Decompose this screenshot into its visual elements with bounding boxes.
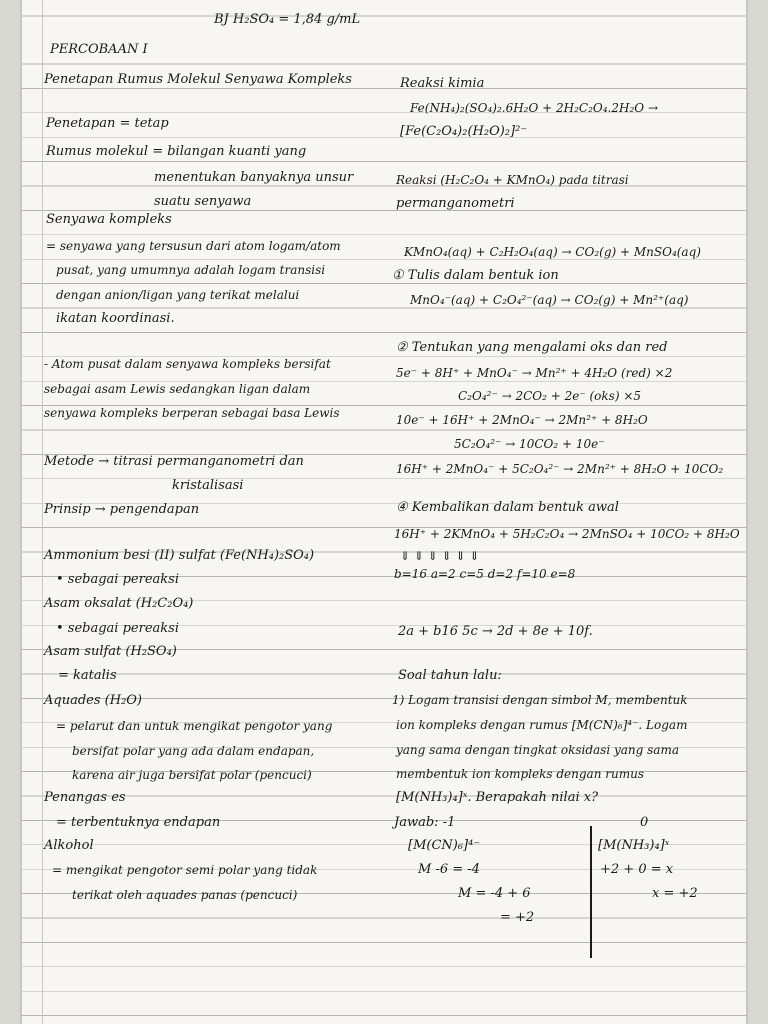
right-line: +2 + 0 = x (600, 862, 674, 877)
right-line: ② Tentukan yang mengalami oks dan red (396, 340, 668, 355)
right-line: yang sama dengan tingkat oksidasi yang sama (396, 743, 679, 757)
right-line: [Fe(C₂O₄)₂(H₂O)₂]²⁻ (400, 124, 528, 139)
right-line: membentuk ion kompleks dengan rumus (396, 767, 644, 781)
left-line: kristalisasi (172, 478, 244, 493)
left-line: Prinsip → pengendapan (44, 502, 200, 517)
left-line: = terbentuknya endapan (56, 815, 221, 830)
left-line: Penetapan Rumus Molekul Senyawa Kompleks (44, 72, 352, 87)
right-line: 5e⁻ + 8H⁺ + MnO₄⁻ → Mn²⁺ + 4H₂O (red) ×2 (396, 366, 673, 380)
right-line: MnO₄⁻(aq) + C₂O₄²⁻(aq) → CO₂(g) + Mn²⁺(aq) (410, 293, 689, 307)
left-line: • sebagai pereaksi (56, 572, 179, 587)
right-line: x = +2 (652, 886, 698, 901)
left-line: senyawa kompleks berperan sebagai basa Lewis (44, 406, 340, 420)
left-line: menentukan banyaknya unsur (154, 170, 354, 185)
right-line: permanganometri (396, 196, 515, 211)
left-line: = katalis (58, 668, 117, 683)
right-line: KMnO₄(aq) + C₂H₂O₄(aq) → CO₂(g) + MnSO₄(aq) (404, 245, 701, 259)
left-line: Ammonium besi (II) sulfat (Fe(NH₄)₂SO₄) (44, 548, 315, 563)
right-line: 16H⁺ + 2MnO₄⁻ + 5C₂O₄²⁻ → 2Mn²⁺ + 8H₂O + 10CO₂ (396, 462, 724, 476)
left-line: suatu senyawa (154, 194, 252, 209)
left-line: Senyawa kompleks (46, 212, 172, 227)
right-line: 0 (640, 815, 649, 830)
right-line: 10e⁻ + 16H⁺ + 2MnO₄⁻ → 2Mn²⁺ + 8H₂O (396, 413, 648, 427)
left-line: • sebagai pereaksi (56, 621, 179, 636)
right-line: Fe(NH₄)₂(SO₄)₂.6H₂O + 2H₂C₂O₄.2H₂O → (410, 101, 658, 115)
answer-divider (590, 826, 592, 958)
right-line: ④ Kembalikan dalam bentuk awal (396, 500, 619, 515)
right-line: M = -4 + 6 (458, 886, 531, 901)
margin-line (42, 0, 43, 1024)
left-line: dengan anion/ligan yang terikat melalui (56, 288, 300, 302)
left-line: karena air juga bersifat polar (pencuci) (72, 768, 312, 782)
right-line: Reaksi kimia (400, 76, 485, 91)
left-line: Asam sulfat (H₂SO₄) (44, 644, 177, 659)
right-line: M -6 = -4 (418, 862, 480, 877)
left-line: Asam oksalat (H₂C₂O₄) (44, 596, 194, 611)
right-line: 5C₂O₄²⁻ → 10CO₂ + 10e⁻ (454, 437, 605, 451)
left-line: = senyawa yang tersusun dari atom logam/atom (46, 239, 341, 253)
left-line: Penangas es (44, 790, 126, 805)
right-line: ion kompleks dengan rumus [M(CN)₆]⁴⁻. Logam (396, 718, 688, 732)
right-line: 2a + b16 5c → 2d + 8e + 10f. (398, 624, 593, 639)
left-line: Alkohol (44, 838, 94, 853)
left-line: - Atom pusat dalam senyawa kompleks bersifat (44, 357, 331, 371)
left-line: = pelarut dan untuk mengikat pengotor yang (56, 719, 333, 733)
right-line: 1) Logam transisi dengan simbol M, membentuk (392, 693, 688, 707)
right-line: [M(NH₃)₄]ˣ. Berapakah nilai x? (396, 790, 599, 805)
left-line: Aquades (H₂O) (44, 693, 143, 708)
left-line: Penetapan = tetap (46, 116, 169, 131)
right-line: 16H⁺ + 2KMnO₄ + 5H₂C₂O₄ → 2MnSO₄ + 10CO₂ + 8H₂O (394, 527, 740, 541)
left-line: sebagai asam Lewis sedangkan ligan dalam (44, 382, 311, 396)
right-line: C₂O₄²⁻ → 2CO₂ + 2e⁻ (oks) ×5 (458, 389, 642, 403)
left-line: ikatan koordinasi. (56, 311, 175, 326)
right-line: Soal tahun lalu: (398, 668, 502, 683)
notebook-page (22, 0, 746, 1024)
left-line: bersifat polar yang ada dalam endapan, (72, 744, 315, 758)
right-line: [M(NH₃)₄]ˣ (598, 838, 670, 853)
left-line: pusat, yang umumnya adalah logam transisi (56, 263, 326, 277)
right-line: Reaksi (H₂C₂O₄ + KMnO₄) pada titrasi (396, 173, 629, 187)
left-line: Metode → titrasi permanganometri dan (44, 454, 304, 469)
right-line: ⇓ ⇓ ⇓ ⇓ ⇓ ⇓ (400, 549, 480, 563)
left-line: = mengikat pengotor semi polar yang tidak (52, 863, 318, 877)
left-line: Rumus molekul = bilangan kuanti yang (46, 144, 307, 159)
percobaan-title: PERCOBAAN I (50, 42, 148, 57)
right-line: ① Tulis dalam bentuk ion (392, 268, 559, 283)
right-line: Jawab: -1 (394, 815, 456, 830)
density-note: BJ H₂SO₄ = 1,84 g/mL (214, 12, 361, 27)
right-line: [M(CN)₆]⁴⁻ (408, 838, 481, 853)
right-line: b=16 a=2 c=5 d=2 f=10 e=8 (394, 567, 576, 581)
right-line: = +2 (500, 910, 535, 925)
left-line: terikat oleh aquades panas (pencuci) (72, 888, 298, 902)
